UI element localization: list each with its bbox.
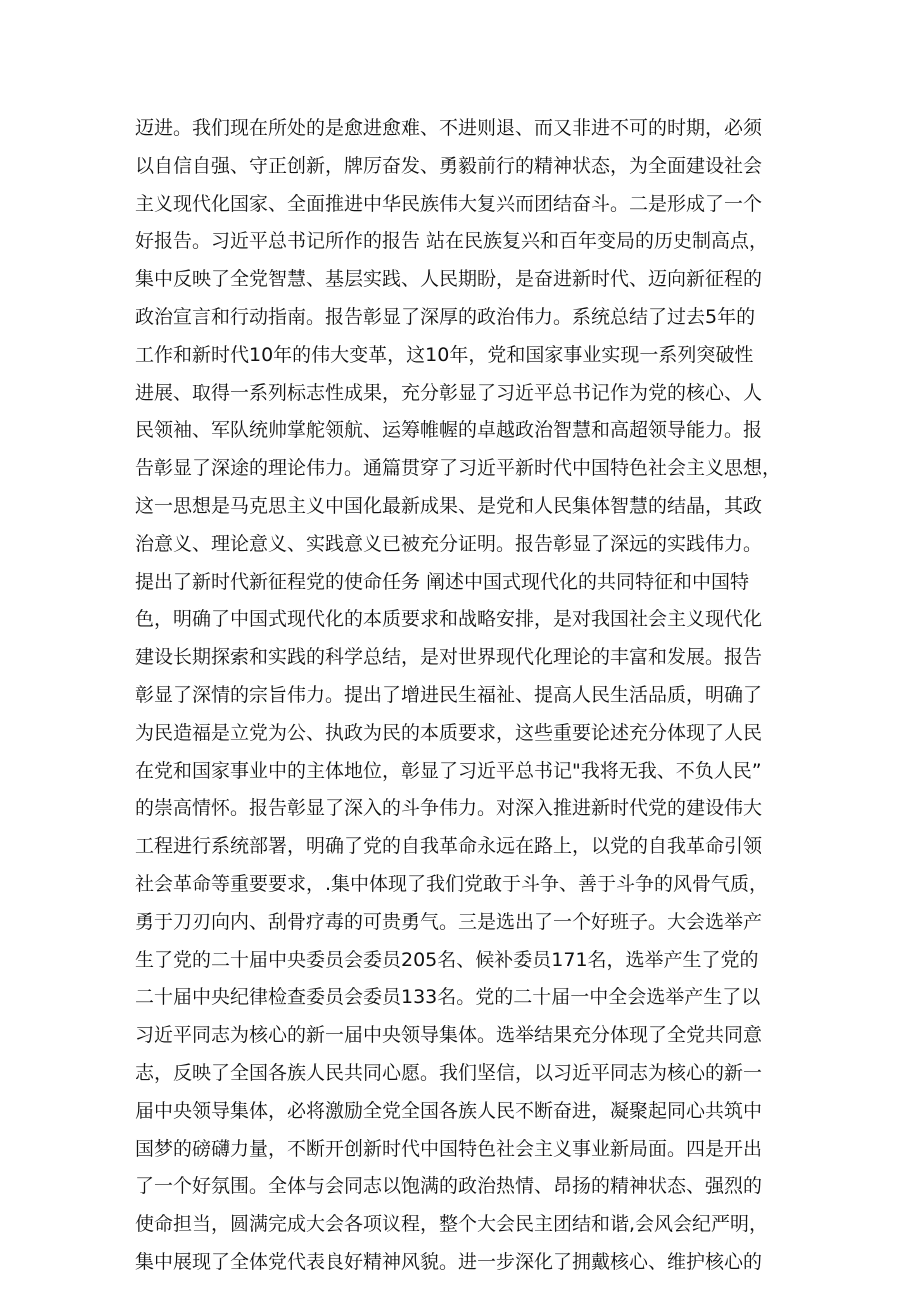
text-line: 以自信自强、守正创新，牌厉奋发、勇毅前行的精神状态，为全面建设社会 — [135, 154, 763, 177]
text-line: 告彰显了深途的理论伟力。通篇贯穿了习近平新时代中国特色社会主义思想， — [135, 457, 782, 480]
text-line: 志，反映了全国各族人民共同心愿。我们坚信，以习近平同志为核心的新一 — [135, 1061, 763, 1084]
text-line: 彰显了深情的宗旨伟力。提出了增进民生福祉、提高人民生活品质，明确了 — [135, 683, 763, 706]
text-line: 色，明确了中国式现代化的本质要求和战略安排，是对我国社会主义现代化 — [135, 608, 763, 631]
text-line: 工作和新时代10年的伟大变革，这10年，党和国家事业实现一系列突破性 — [135, 343, 754, 366]
text-line: 提出了新时代新征程党的使命任务 阐述中国式现代化的共同特征和中国特 — [135, 570, 750, 593]
text-line: 政治宣言和行动指南。报告彰显了深厚的政治伟力。系统总结了过去5年的 — [135, 305, 756, 328]
text-line: 集中展现了全体党代表良好精神风貌。进一步深化了拥戴核心、维护核心的 — [135, 1250, 763, 1273]
text-line: 治意义、理论意义、实践意义已被充分证明。报告彰显了深远的实践伟力。 — [135, 532, 763, 555]
text-line: 勇于刀刃向内、刮骨疗毒的可贵勇气。三是选出了一个好班子。大会选举产 — [135, 910, 763, 933]
text-line: 进展、取得一系列标志性成果，充分彰显了习近平总书记作为党的核心、人 — [135, 381, 763, 404]
text-line: 为民造福是立党为公、执政为民的本质要求，这些重要论述充分体现了人民 — [135, 721, 763, 744]
text-line: 了一个好氛围。全体与会同志以饱满的政治热情、昂扬的精神状态、强烈的 — [135, 1175, 763, 1198]
text-line: 好报告。习近平总书记所作的报告 站在民族复兴和百年变局的历史制高点， — [135, 230, 769, 253]
body-text — [135, 110, 800, 1282]
text-line: 建设长期探索和实践的科学总结，是对世界现代化理论的丰富和发展。报告 — [135, 646, 763, 669]
text-line: 这一思想是马克思主义中国化最新成果、是党和人民集体智慧的结晶，其政 — [135, 494, 763, 517]
text-line: 主义现代化国家、全面推进中华民族伟大复兴而团结奋斗。二是形成了一个 — [135, 192, 763, 215]
text-line: 生了党的二十届中央委员会委员205名、候补委员171名，选举产生了党的 — [135, 948, 759, 971]
text-line: 习近平同志为核心的新一届中央领导集体。选举结果充分体现了全党共同意 — [135, 1024, 763, 1047]
text-line: 集中反映了全党智慧、基层实践、人民期盼，是奋进新时代、迈向新征程的 — [135, 268, 763, 291]
text-line: 社会革命等重要要求，.集中体现了我们党敢于斗争、善于斗争的风骨气质， — [135, 872, 769, 895]
text-line: 国梦的磅礴力量，不断开创新时代中国特色社会主义事业新局面。四是开出 — [135, 1137, 763, 1160]
text-line: 民领袖、军队统帅掌舵领航、运筹帷幄的卓越政治智慧和高超领导能力。报 — [135, 419, 763, 442]
text-line: 迈进。我们现在所处的是愈进愈难、不进则退、而又非进不可的时期，必须 — [135, 117, 763, 139]
text-line: 使命担当，圆满完成大会各项议程，整个大会民主团结和谐,会风会纪严明， — [135, 1213, 769, 1236]
text-line: 届中央领导集体，必将激励全党全国各族人民不断奋进，凝聚起同心共筑中 — [135, 1099, 763, 1122]
text-line: 在党和国家事业中的主体地位，彰显了习近平总书记"我将无我、不负人民” — [135, 759, 762, 782]
text-line: 工程进行系统部署，明确了党的自我革命永远在路上，以党的自我革命引领 — [135, 835, 763, 858]
text-line: 的崇高情怀。报告彰显了深入的斗争伟力。对深入推进新时代党的建设伟大 — [135, 797, 763, 820]
text-line: 二十届中央纪律检查委员会委员133名。党的二十届一中全会选举产生了以 — [135, 986, 761, 1009]
